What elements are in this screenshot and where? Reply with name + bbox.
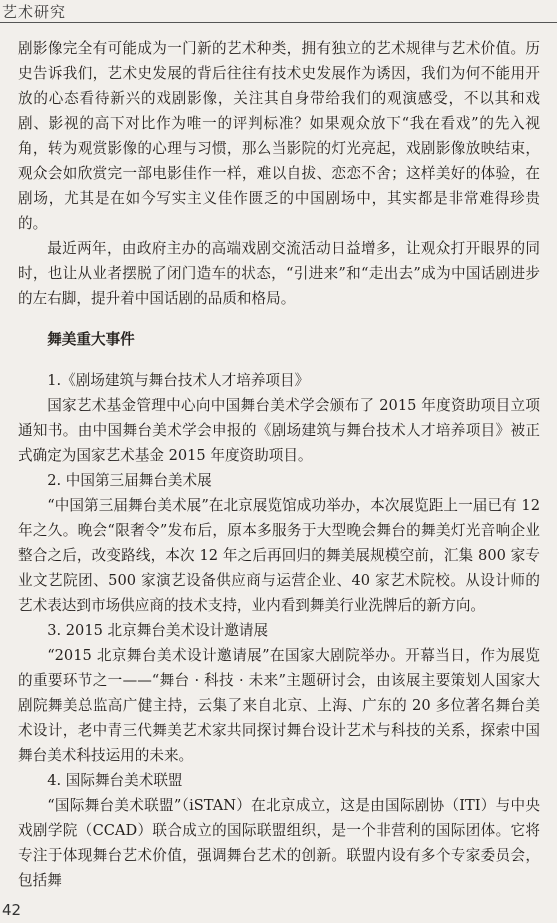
event-body-1: 国家艺术基金管理中心向中国舞台美术学会颁布了 2015 年度资助项目立项通知书。由中国舞台美术学会申报的《剧场建筑与舞台技术人才培养项目》被正式确定为国家艺术基金 2015 年度资助项目。 [18, 397, 540, 464]
event-title-3: 3. 2015 北京舞台美术设计邀请展 [47, 622, 269, 639]
paragraph-continued: 剧影像完全有可能成为一门新的艺术种类，拥有独立的艺术规律与艺术价值。历史告诉我们，艺术史发展的背后往往有技术史发展作为诱因，我们为何不能用开放的心态看待新兴的戏剧影像，关注其自身带给我们的观演感受，不以其和戏剧、影视的高下对比作为唯一的评判标准？如果观众放下“我在看戏”的先入视角，转为观赏影像的心理与习惯，那么当影院的灯光亮起，戏剧影像放映结束，观众会如欣赏完一部电影佳作一样，难以自拔、恋恋不舍；这样美好的体验，在剧场，尤其是在如今写实主义佳作匮乏的中国剧场中，其实都是非常难得珍贵的。 [18, 40, 540, 232]
event-title-1: 1.《剧场建筑与舞台技术人才培养项目》 [47, 372, 310, 389]
event-body-4: “国际舞台美术联盟”（iSTAN）在北京成立，这是由国际剧协（ITI）与中央戏剧学院（CCAD）联合成立的国际联盟组织，是一个非营利的国际团体。它将专注于体现舞台艺术价值，强调舞台艺术的创新。联盟内设有多个专家委员会，包括舞 [18, 797, 540, 889]
event-body-3: “2015 北京舞台美术设计邀请展”在国家大剧院举办。开幕当日，作为展览的重要环节之一——“舞台 · 科技 · 未来”主题研讨会，由该展主要策划人国家大剧院舞美总监高广健主持，云集了来自北京、上海、广东的 20 多位著名舞台美术设计，老中青三代舞美艺术家共同探讨舞台设计艺术与科技的关系，探索中国舞台美术科技运用的未来。 [18, 647, 540, 764]
event-title-2: 2. 中国第三届舞台美术展 [47, 472, 212, 489]
paragraph: 最近两年，由政府主办的高端戏剧交流活动日益增多，让观众打开眼界的同时，也让从业者摆脱了闭门造车的状态，“引进来”和“走出去”成为中国话剧进步的左右脚，提升着中国话剧的品质和格局。 [18, 240, 540, 307]
article-body [18, 36, 540, 893]
section-heading: 舞美重大事件 [47, 331, 135, 348]
page-number: 42 [2, 901, 22, 919]
header-divider [0, 22, 557, 23]
journal-title: 艺术研究 [2, 3, 67, 21]
running-header [0, 0, 557, 22]
event-body-2: “中国第三届舞台美术展”在北京展览馆成功举办，本次展览距上一届已有 12 年之久。晚会“限奢令”发布后，原本多服务于大型晚会舞台的舞美灯光音响企业整合之后，改变路线，本次 12 年之后再回归的舞美展规模空前，汇集 800 家专业文艺院团、500 家演艺设备供应商与运营企业、40 家艺术院校。从设计师的艺术表达到市场供应商的技术支持，业内看到舞美行业洗牌后的新方向。 [18, 497, 540, 614]
event-title-4: 4. 国际舞台美术联盟 [47, 772, 183, 789]
